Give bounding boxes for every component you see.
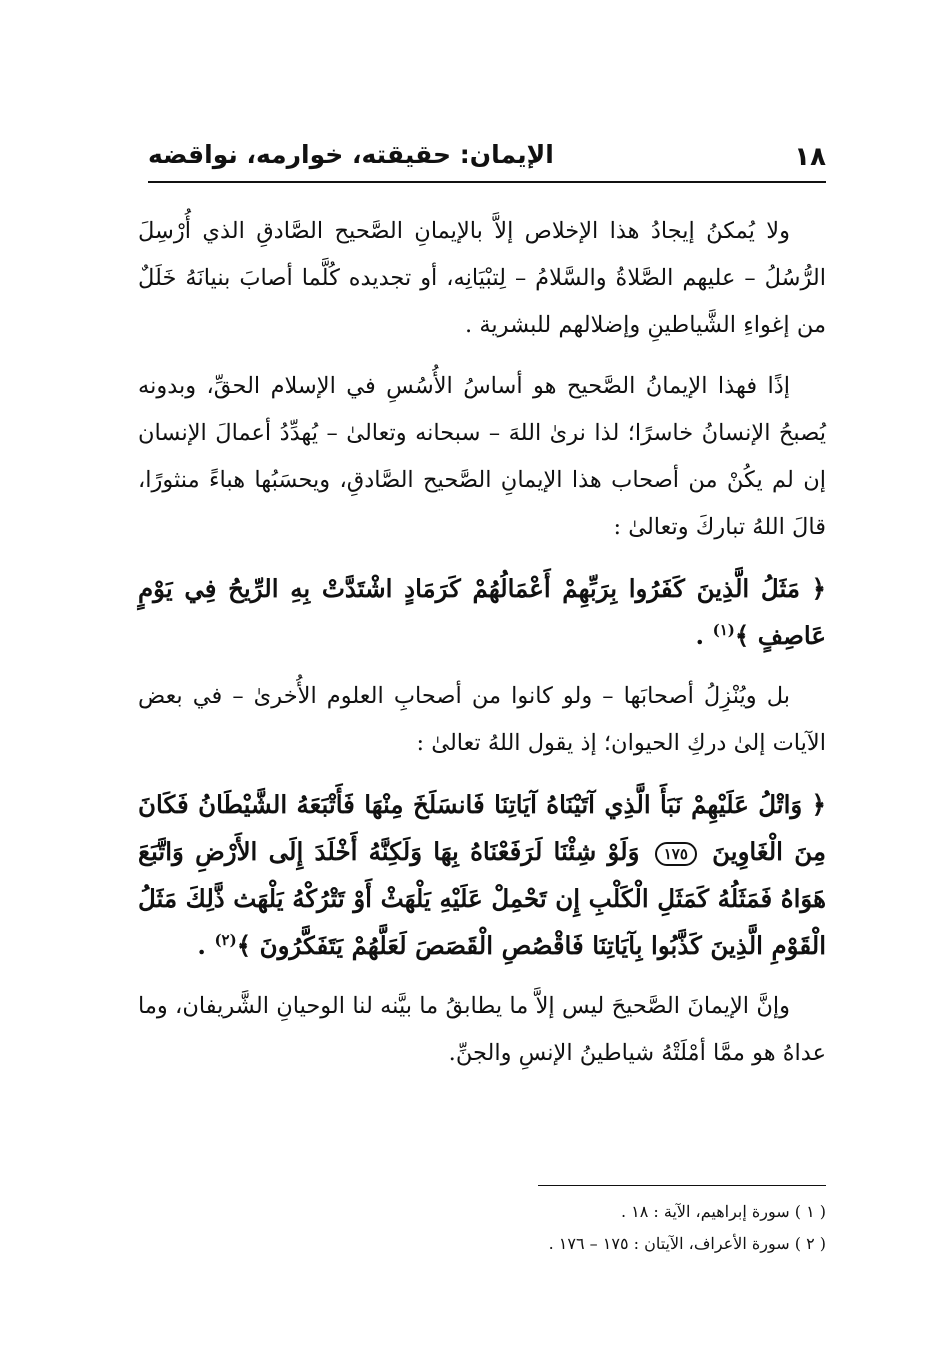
footnote-1: ( ١ ) سورة إبراهيم، الآية : ١٨ .: [620, 1202, 826, 1221]
running-title: الإيمان: حقيقته، خوارمه، نواقضه: [148, 140, 554, 169]
quran-verse-1: [138, 565, 826, 659]
footnote-ref-1: (١): [712, 620, 735, 639]
verse-number-marker: ١٧٥: [655, 842, 697, 866]
paragraph-1: ولا يُمكنُ إيجادُ هذا الإخلاص إلاَّ بالإيمانِ الصَّحيح الصَّادقِ الذي أُرْسِلَ الرُّسُلُ – عليهم الصَّلاةُ والسَّلامُ – لِتبْيَانِه، أو تجديده كُلَّما أصابَ بنيانَهُ خَلَلٌ من إغواءِ الشَّياطينِ وإضلالهم للبشرية .: [138, 218, 826, 338]
quran-verse-2-text-before: ﴿ وَاتْلُ عَلَيْهِمْ نَبَأَ الَّذِي آتَيْنَاهُ آيَاتِنَا فَانسَلَخَ مِنْهَا فَأَتْبَعَهُ الشَّيْطَانُ فَكَانَ مِنَ الْغَاوِينَ: [138, 790, 826, 866]
running-header: [148, 140, 826, 180]
paragraph-4: وإنَّ الإيمانَ الصَّحيحَ ليس إلاَّ ما يطابقُ ما بيَّنه لنا الوحيانِ الشَّريفان، وما عداهُ هو ممَّا أمْلَتْهُ شياطينُ الإنسِ والجنِّ.: [138, 993, 826, 1066]
quran-verse-1-end: .: [695, 621, 713, 650]
footnote-ref-2: (٢): [214, 930, 237, 949]
quran-verse-2-text-after: وَلَوْ شِئْنَا لَرَفَعْنَاهُ بِهَا وَلَكِنَّهُ أَخْلَدَ إِلَى الأَرْضِ وَاتَّبَعَ هَوَاهُ فَمَثَلُهُ كَمَثَلِ الْكَلْبِ إِن تَحْمِلْ عَلَيْهِ يَلْهَثْ أَوْ تَتْرُكْهُ يَلْهَث ذَّلِكَ مَثَلُ الْقَوْمِ الَّذِينَ كَذَّبُوا بِآيَاتِنَا فَاقْصُصِ الْقَصَصَ لَعَلَّهُمْ يَتَفَكَّرُونَ ﴾: [138, 837, 826, 960]
footnote-2: ( ٢ ) سورة الأعراف، الآيتان : ١٧٥ – ١٧٦ .: [548, 1234, 826, 1253]
footnotes: [400, 1196, 826, 1260]
header-rule: [148, 181, 826, 183]
quran-verse-1-text: ﴿ مَثَلُ الَّذِينَ كَفَرُوا بِرَبِّهِمْ أَعْمَالُهُمْ كَرَمَادٍ اشْتَدَّتْ بِهِ الرِّيحُ فِي يَوْمٍ عَاصِفٍ ﴾: [138, 574, 826, 650]
main-text: [138, 208, 826, 1091]
quran-verse-2: [138, 781, 826, 969]
paragraph-2: إذًا فهذا الإيمانُ الصَّحيح هو أساسُ الأُسُسِ في الإسلام الحقِّ، وبدونه يُصبحُ الإنسانُ خاسرًا؛ لذا نرىٰ اللهَ – سبحانه وتعالىٰ – يُهدِّدُ أعمالَ الإنسان إن لم يكُنْ من أصحاب هذا الإيمانِ الصَّحيح الصَّادقِ، ويحسَبُها هباءً منثورًا، قالَ اللهُ تباركَ وتعالىٰ :: [138, 373, 826, 540]
quran-verse-2-end: .: [197, 931, 215, 960]
page-number: ١٨: [794, 142, 826, 172]
footnote-rule: [538, 1185, 826, 1186]
paragraph-3: بل ويُنْزِلُ أصحابَها – ولو كانوا من أصحابِ العلوم الأُخرىٰ – في بعض الآيات إلىٰ دركِ الحيوان؛ إذ يقول اللهُ تعالىٰ :: [138, 683, 826, 756]
